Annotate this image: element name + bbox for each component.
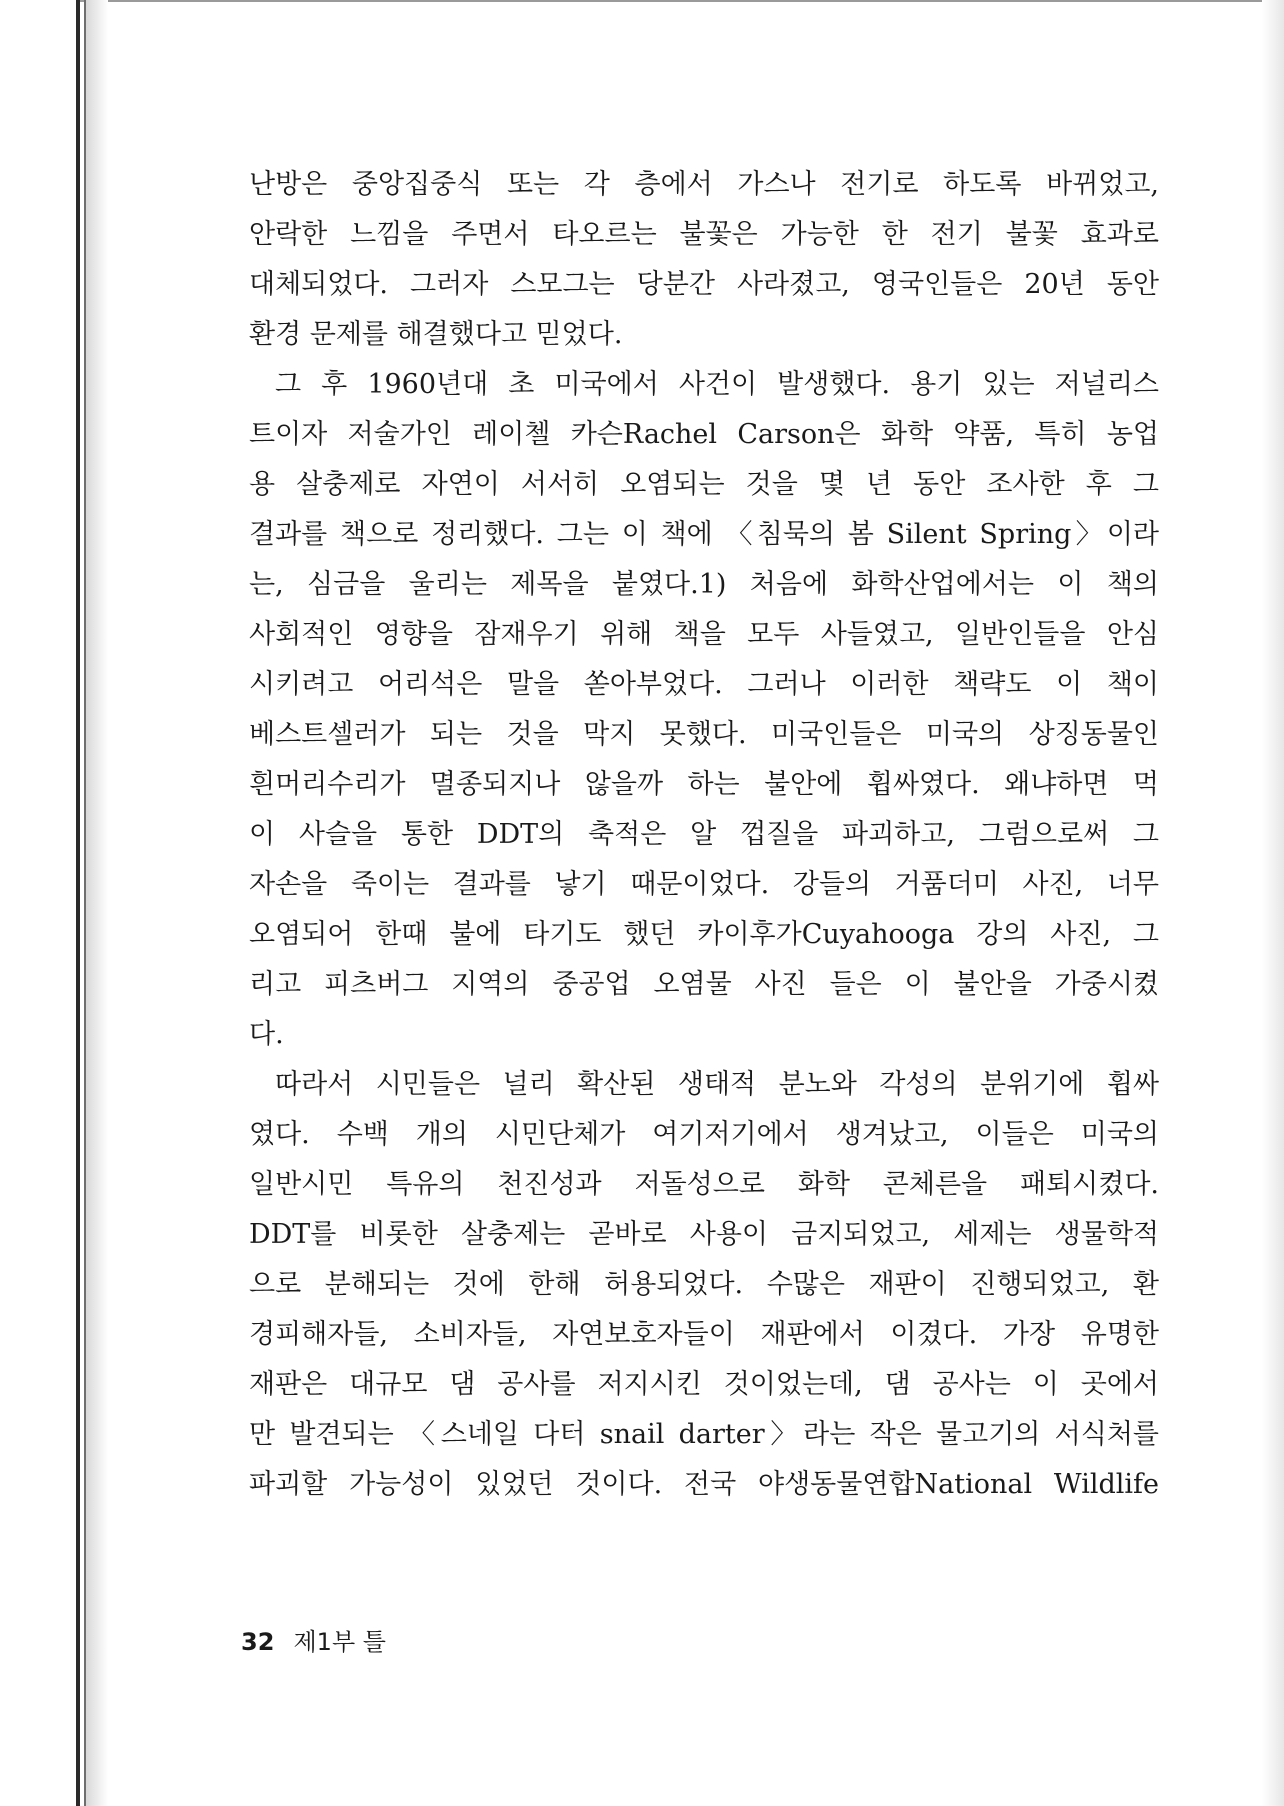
text-line: 재판은 대규모 댐 공사를 저지시킨 것이었는데, 댐 공사는 이 곳에서 [249,1369,1159,1400]
text-line: 대체되었다. 그러자 스모그는 당분간 사라졌고, 영국인들은 20년 동안 [249,269,1159,300]
text-line: 용 살충제로 자연이 서서히 오염되는 것을 몇 년 동안 조사한 후 그 [249,469,1159,500]
text-line: 으로 분해되는 것에 한해 허용되었다. 수많은 재판이 진행되었고, 환 [249,1269,1159,1300]
text-line: 이 사슬을 통한 DDT의 축적은 알 껍질을 파괴하고, 그럼으로써 그 [249,819,1159,850]
text-line: 경피해자들, 소비자들, 자연보호자들이 재판에서 이겼다. 가장 유명한 [249,1319,1159,1350]
binding-edge-outer [76,0,80,1806]
body-text [249,160,1159,1510]
text-line: 였다. 수백 개의 시민단체가 여기저기에서 생겨났고, 이들은 미국의 [249,1119,1159,1150]
text-line: 환경 문제를 해결했다고 믿었다. [249,319,623,350]
text-line: 리고 피츠버그 지역의 중공업 오염물 사진 들은 이 불안을 가중시켰 [249,969,1159,1000]
text-line: 사회적인 영향을 잠재우기 위해 책을 모두 사들였고, 일반인들을 안심 [249,619,1159,650]
text-line: 결과를 책으로 정리했다. 그는 이 책에 〈침묵의 봄 Silent Spring〉이라 [249,519,1159,550]
text-line: 다. [249,1019,284,1050]
page-right-shadow [1262,0,1284,1806]
text-line-with-footnote: 는, 심금을 울리는 제목을 붙였다.1) 처음에 화학산업에서는 이 책의 [249,569,1159,600]
text-line: 일반시민 특유의 천진성과 저돌성으로 화학 콘체른을 패퇴시켰다. [249,1169,1159,1200]
text-line: 안락한 느낌을 주면서 타오르는 불꽃은 가능한 한 전기 불꽃 효과로 [249,219,1159,250]
page-footer [241,1622,386,1657]
text-line: 베스트셀러가 되는 것을 막지 못했다. 미국인들은 미국의 상징동물인 [249,719,1159,750]
text-line: 자손을 죽이는 결과를 낳기 때문이었다. 강들의 거품더미 사진, 너무 [249,869,1159,900]
page-number: 32 [241,1628,275,1656]
page-top-edge [80,0,1284,2]
text-line: 오염되어 한때 불에 타기도 했던 카이후가Cuyahooga 강의 사진, 그 [249,919,1159,950]
binding-shadow [86,0,108,1806]
paragraph-start-line: 그 후 1960년대 초 미국에서 사건이 발생했다. 용기 있는 저널리스 [275,369,1159,400]
text-line: 흰머리수리가 멸종되지나 않을까 하는 불안에 휩싸였다. 왜냐하면 먹 [249,769,1159,800]
text-line: 만 발견되는 〈스네일 다터 snail darter〉라는 작은 물고기의 서식처를 [249,1419,1159,1450]
running-head: 제1부 틀 [293,1628,386,1656]
text-line: 난방은 중앙집중식 또는 각 층에서 가스나 전기로 하도록 바뀌었고, [249,169,1159,200]
text-line: 파괴할 가능성이 있었던 것이다. 전국 야생동물연합National Wildlife [249,1469,1159,1500]
text-line: 트이자 저술가인 레이첼 카슨Rachel Carson은 화학 약품, 특히 농업 [249,419,1159,450]
paragraph-start-line: 따라서 시민들은 널리 확산된 생태적 분노와 각성의 분위기에 휩싸 [275,1069,1159,1100]
text-line: 시키려고 어리석은 말을 쏟아부었다. 그러나 이러한 책략도 이 책이 [249,669,1159,700]
text-line: DDT를 비롯한 살충제는 곧바로 사용이 금지되었고, 세제는 생물학적 [249,1219,1159,1250]
